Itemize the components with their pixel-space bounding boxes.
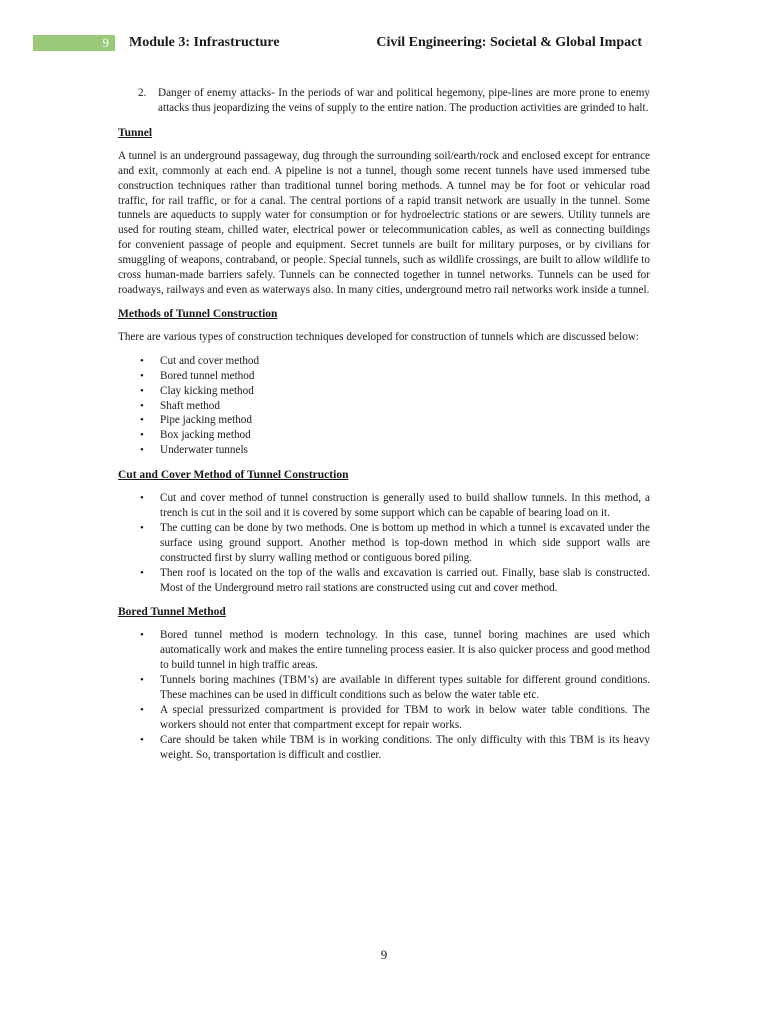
list-item: • Tunnels boring machines (TBM’s) are available in different types suitable for different ground conditions. These machines can be used in difficult conditions such as below the water table etc.: [118, 673, 650, 703]
list-item: • Cut and cover method of tunnel construction is generally used to build shallow tunnels. In this method, a trench is cut in the soil and it is covered by some support which can be capable of bearing load on it.: [118, 491, 650, 521]
cut-cover-list: [118, 491, 650, 595]
list-item-text: Danger of enemy attacks- In the periods of war and political hegemony, pipe-lines are more prone to enemy attacks thus jeopardizing the veins of supply to the entire nation. The production activities are grinded to halt.: [158, 87, 650, 114]
bored-tunnel-list: [118, 628, 650, 762]
tunnel-heading: Tunnel: [118, 126, 153, 139]
list-item: • Clay kicking method: [118, 384, 650, 399]
course-title: Civil Engineering: Societal & Global Impact: [376, 35, 642, 50]
page-header: [33, 34, 648, 52]
list-item: • Pipe jacking method: [118, 413, 650, 428]
list-item: • Bored tunnel method: [118, 369, 650, 384]
list-number: 2.: [138, 87, 147, 99]
module-title: Module 3: Infrastructure: [129, 35, 280, 50]
methods-intro: There are various types of construction techniques developed for construction of tunnels which are discussed below:: [118, 330, 639, 343]
list-item: • Shaft method: [118, 399, 650, 414]
list-item: • Care should be taken while TBM is in working conditions. The only difficulty with this TBM is its heavy weight. So, transportation is difficult and costlier.: [118, 733, 650, 763]
header-page-number-tab: 9: [33, 35, 115, 51]
tunnel-paragraph: A tunnel is an underground passageway, dug through the surrounding soil/earth/rock and enclosed except for entrance and exit, commonly at each end. A pipeline is not a tunnel, though some recent tunnels have used immersed tube construction techniques rather than traditional tunnel boring methods. A tunnel may be for foot or vehicular road traffic, for rail traffic, or for a canal. The central portions of a rapid transit network are usually in the tunnel. Some tunnels are aqueducts to supply water for consumption or for hydroelectric stations or are sewers. Utility tunnels are used for routing steam, chilled water, electrical power or telecommunication cables, as well as connecting buildings for convenient passage of people and equipment. Secret tunnels are built for military purposes, or by civilians for smuggling of weapons, contraband, or people. Special tunnels, such as wildlife crossings, are built to allow wildlife to cross human-made barriers safely. Tunnels can be connected together in tunnel networks. Tunnels can be used for roadways, railways and even as waterways also. In many cities, underground metro rail networks work inside a tunnel.: [118, 149, 650, 296]
list-item: • The cutting can be done by two methods. One is bottom up method in which a tunnel is excavated under the surface using ground support. Another method is top-down method in which side support walls are constructed first by slurry walling method or contiguous bored piling.: [118, 521, 650, 566]
bored-tunnel-heading: Bored Tunnel Method: [118, 606, 226, 619]
list-item: • A special pressurized compartment is provided for TBM to work in below water table conditions. The workers should not enter that compartment except for repair works.: [118, 703, 650, 733]
methods-list: [118, 354, 650, 458]
numbered-list-item: [118, 86, 650, 116]
list-item: • Cut and cover method: [118, 354, 650, 369]
cut-cover-heading: Cut and Cover Method of Tunnel Construction: [118, 469, 349, 482]
methods-heading: Methods of Tunnel Construction: [118, 307, 278, 320]
document-body: [118, 86, 650, 773]
list-item: • Box jacking method: [118, 428, 650, 443]
list-item: • Bored tunnel method is modern technology. In this case, tunnel boring machines are used which automatically work and makes the entire tunneling process easier. It is also quicker process and good method to build tunnel in high traffic areas.: [118, 628, 650, 673]
footer-page-number: 9: [380, 947, 388, 962]
list-item: • Underwater tunnels: [118, 443, 650, 458]
list-item: • Then roof is located on the top of the walls and excavation is carried out. Finally, base slab is constructed. Most of the Underground metro rail stations are constructed using cut and cover method.: [118, 566, 650, 596]
